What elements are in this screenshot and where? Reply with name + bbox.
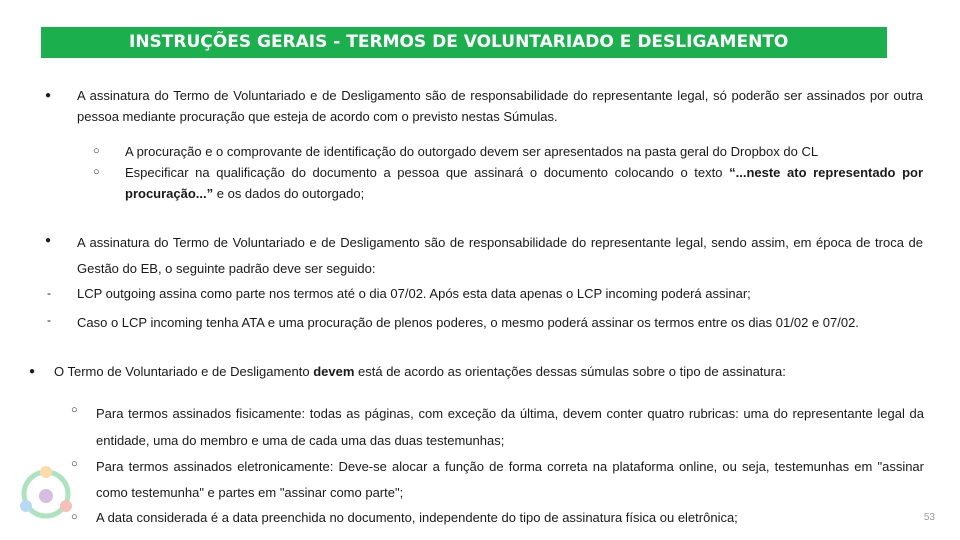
circle-marker: ○ (71, 404, 78, 416)
bullet-1-sub-2-end: e os dados do outorgado; (213, 186, 365, 201)
bullet-1-sub-2 (125, 162, 923, 204)
bullet-3-bold: devem (313, 364, 355, 379)
bullet-2-dash-1: LCP outgoing assina como parte nos termos até o dia 07/02. Após esta data apenas o LCP incoming poderá assinar; (77, 286, 751, 301)
bullet-marker: ● (29, 366, 36, 377)
bullet-marker: ● (45, 90, 52, 101)
bullet-2-dash-2: Caso o LCP incoming tenha ATA e uma procuração de plenos poderes, o mesmo poderá assinar os termos entre os dias 01/02 e 07/02. (77, 315, 859, 330)
circle-marker: ○ (71, 511, 78, 523)
dash-marker: - (47, 286, 51, 300)
circle-marker: ○ (93, 166, 100, 178)
bullet-3-text-end: está de acordo as orientações dessas súmulas sobre o tipo de assinatura: (354, 364, 786, 379)
bullet-3-text (54, 361, 924, 382)
circle-marker: ○ (71, 458, 78, 470)
bullet-1-sub-2-bold: “...neste ato representado por procuração...” (125, 165, 924, 201)
bullet-3-sub-1: Para termos assinados fisicamente: todas as páginas, com exceção da última, devem conter quatro rubricas: uma do representante legal da entidade, uma do membro e uma de cada uma das duas testemunhas; (96, 406, 924, 448)
people-circle-logo-icon (14, 462, 78, 526)
bullet-1-text: A assinatura do Termo de Voluntariado e de Desligamento são de responsabilidade do representante legal, só poderão ser assinados por outra pessoa mediante procuração que esteja de acordo com o previsto nestas Súmulas. (77, 88, 923, 124)
circle-marker: ○ (93, 145, 100, 157)
bullet-1-sub-2-text: Especificar na qualificação do documento a pessoa que assinará o documento colocando o texto (125, 165, 730, 180)
dash-marker: - (47, 313, 51, 327)
bullet-3-sub-3: A data considerada é a data preenchida no documento, independente do tipo de assinatura física ou eletrônica; (96, 510, 738, 525)
bullet-1-sub-1: A procuração e o comprovante de identificação do outorgado devem ser apresentados na pasta geral do Dropbox do CL (125, 144, 819, 159)
bullet-3-text-start: O Termo de Voluntariado e de Desligamento (54, 364, 314, 379)
bullet-2-text: A assinatura do Termo de Voluntariado e de Desligamento são de responsabilidade do representante legal, sendo assim, em época de troca de Gestão do EB, o seguinte padrão deve ser seguido: (77, 235, 923, 276)
bullet-marker: ● (45, 235, 52, 246)
bullet-3-sub-2: Para termos assinados eletronicamente: Deve-se alocar a função de forma correta na plataforma online, ou seja, testemunhas em "assinar como testemunha" e partes em "assinar como parte"; (96, 459, 924, 500)
page-title: INSTRUÇÕES GERAIS - TERMOS DE VOLUNTARIADO E DESLIGAMENTO (41, 27, 887, 58)
page-number: 53 (923, 512, 935, 523)
